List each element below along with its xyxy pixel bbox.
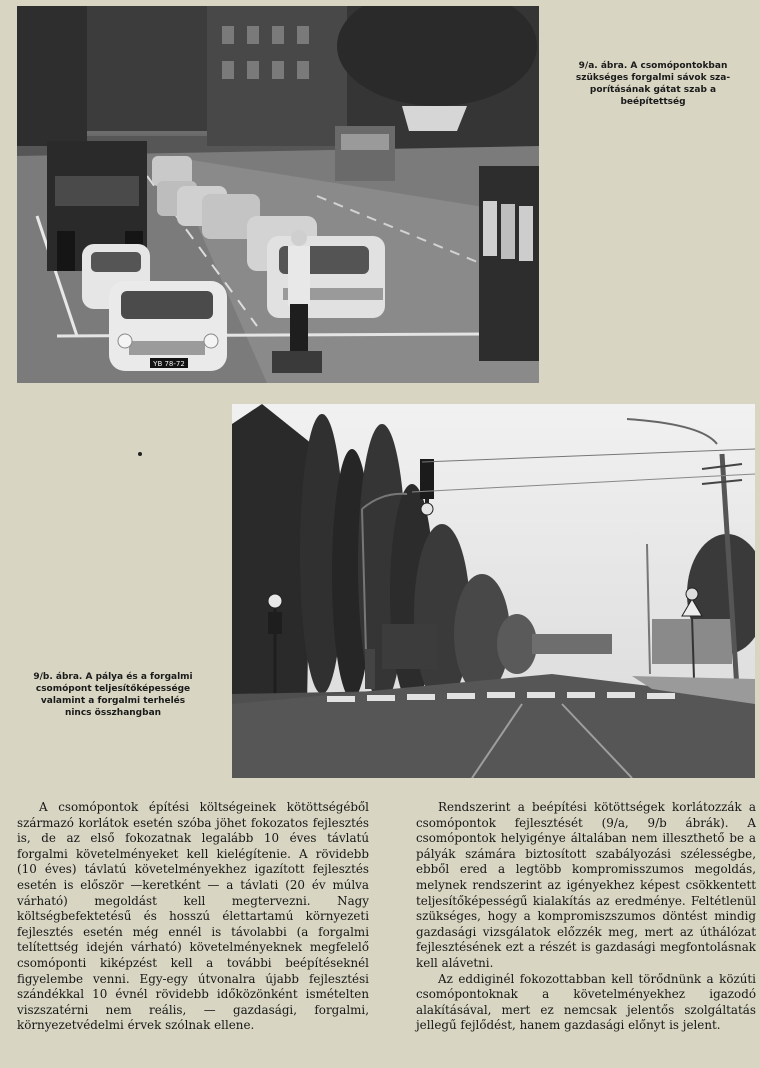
figure-9b-photo <box>232 404 755 778</box>
road-intersection-photo <box>232 404 755 778</box>
paragraph: Az eddiginél fokozottabban kell törődnünk a közúti csomópontoknak a követelményekhez igazodó alakításával, mert ez nemcsak jelentős szolgáltatás jellegű fejlődést, hanem gazdasági előnyt is jelent. <box>416 971 756 1033</box>
paragraph: A csomópontok építési költségeinek kötöttségéből származó korlátok esetén szóba jöhet fokozatos fejlesztés is, de az első fokozatnak legalább 10 éves távlatú forgalmi követelményeket kell kielégítenie. A rövidebb (10 éves) távlatú követelményekhez igazított fejlesztés esetén is először —keretként — a távlati (20 év múlva várható) megoldást kell megtervezni. Nagy költségbefektetésű és hosszú élettartamú környezeti fejlesztés esetén még ennél is távolabbi (a forgalmi telítettség idején várható) követelményeknek megfelelő csomóponti kiképzést kell a további beépítéseknél figyelembe venni. Egy-egy útvonalra újabb fejlesztési szándékkal 10 évnél rövidebb időközönként ismételten viszszatérni nem reális, — gazdasági, forgalmi, környezetvédelmi érvek szólnak ellene. <box>17 800 369 1033</box>
figure-9a-photo <box>17 6 539 383</box>
left-text-column <box>17 800 369 1034</box>
right-text-column <box>416 800 756 1034</box>
figure-9a-caption: 9/a. ábra. A csomópontokban szükséges forgalmi sávok sza- porításának gátat szab a beépítettség <box>575 61 731 107</box>
license-plate: YB 78-72 <box>153 360 185 368</box>
print-speck <box>138 452 142 456</box>
street-traffic-photo <box>17 6 539 383</box>
paragraph: Rendszerint a beépítési kötöttségek korlátozzák a csomópontok fejlesztését (9/a, 9/b ábrák). A csomópontok helyigénye általában nem illeszthető be a pályák számára biztosított szabályozási szélességbe, ebből ered a legtöbb kompromisszumos megoldás, melynek rendszerint az igényekhez képest csökkentett teljesítőképességű kialakítás az eredménye. Feltétlenül szükséges, hogy a kompromiszszumos döntést mindig gazdasági vizsgálatok előzzék meg, mert az úthálózat fejlesztésének ezt a részét is gazdasági megfontolásnak kell alávetni. <box>416 800 756 970</box>
figure-9b-caption: 9/b. ábra. A pálya és a forgalmi csomópont teljesítőképessége valamint a forgalmi terhelés nincs összhangban <box>33 672 193 718</box>
